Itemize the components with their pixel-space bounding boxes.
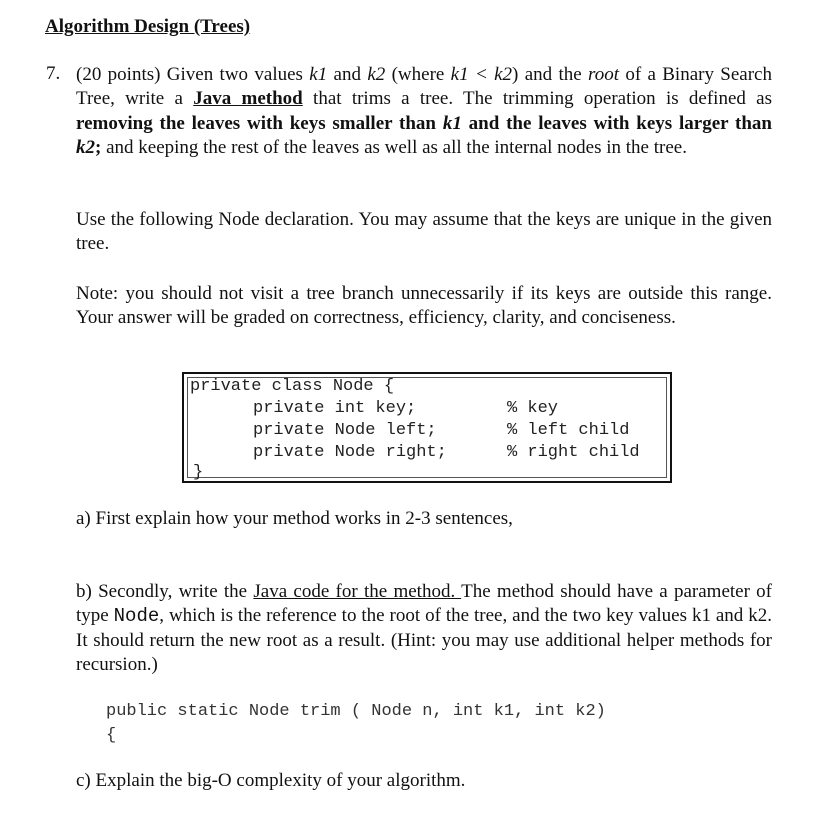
java-method-emphasis: Java method bbox=[193, 88, 303, 110]
node-class-code-box bbox=[182, 372, 672, 483]
code-line-right: private Node right; bbox=[253, 443, 447, 462]
question-number: 7. bbox=[46, 63, 61, 84]
part-a: a) First explain how your method works in 2-3 sentences, bbox=[76, 508, 513, 529]
part-c: c) Explain the big-O complexity of your algorithm. bbox=[76, 770, 466, 791]
method-open-brace: { bbox=[106, 726, 117, 745]
part-b: b) Secondly, write the Java code for the method. The method should have a parameter of type Node, which is the reference to the root of the tree, and the two key values k1 and k2. It should return the new root as a result. (Hint: you may use additional helper methods for recursion.) bbox=[76, 581, 773, 676]
node-declaration-instruction: Use the following Node declaration. You may assume that the keys are unique in the given tree. bbox=[76, 209, 772, 255]
method-signature: public static Node trim ( Node n, int k1, int k2) bbox=[106, 702, 606, 721]
code-line-key: private int key; bbox=[253, 399, 417, 418]
code-comment-left: % left child bbox=[507, 421, 630, 440]
question-paragraph: (20 points) Given two values k1 and k2 (where k1 < k2) and the root of a Binary Search Tree, write a Java method that trims a tree. The trimming operation is defined as removing the leaves with keys smaller than k1 and the leaves with keys larger than k2; and keeping the rest of the leaves as well as all the internal nodes in the tree. bbox=[76, 64, 772, 159]
java-code-underline: Java code for the method. bbox=[253, 581, 462, 602]
code-closing-brace: } bbox=[193, 463, 204, 482]
code-line-left: private Node left; bbox=[253, 421, 437, 440]
code-line-class: private class Node { bbox=[190, 377, 395, 396]
code-comment-right: % right child bbox=[507, 443, 640, 462]
note-paragraph: Note: you should not visit a tree branch unnecessarily if its keys are outside this range. Your answer will be graded on correctness, efficiency, clarity, and conciseness. bbox=[76, 283, 772, 329]
code-comment-key: % key bbox=[507, 399, 559, 418]
section-title: Algorithm Design (Trees) bbox=[45, 16, 251, 37]
